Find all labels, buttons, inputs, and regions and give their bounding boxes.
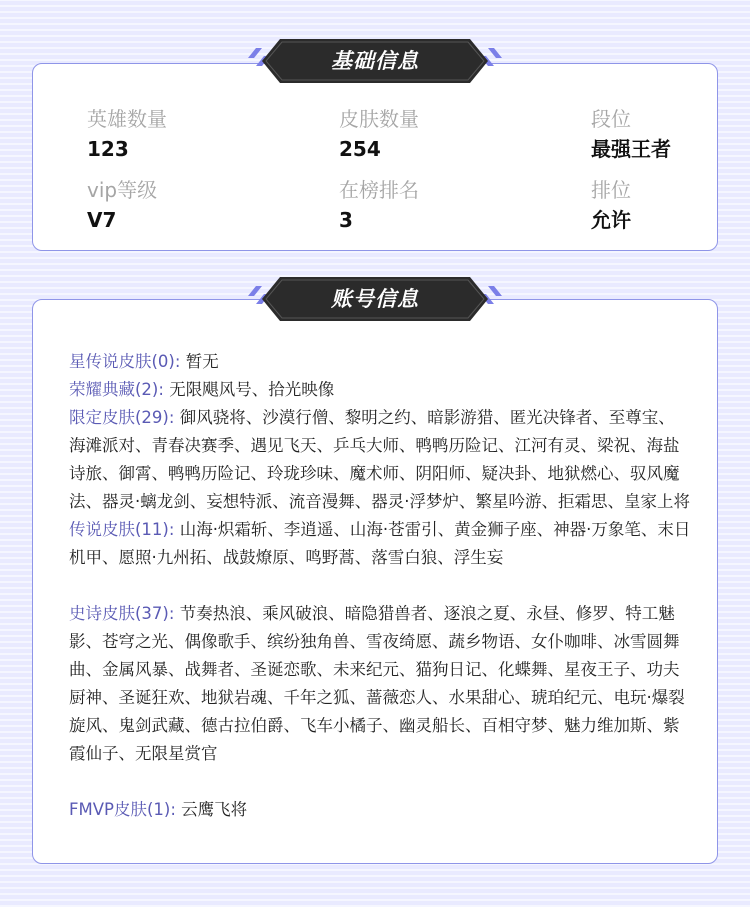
stat-hero-count	[87, 106, 287, 162]
stat-label: 排位	[591, 178, 631, 202]
stat-label: 皮肤数量	[339, 107, 419, 131]
skin-category: FMVP皮肤(1):	[69, 800, 176, 819]
basic-info-card	[32, 63, 718, 251]
skin-items: 云鹰飞将	[181, 800, 248, 819]
stat-label: vip等级	[87, 178, 158, 202]
account-info-banner	[246, 276, 504, 322]
stat-ranked-play	[591, 177, 750, 233]
skin-category: 星传说皮肤(0):	[69, 352, 181, 371]
skin-category: 史诗皮肤(37):	[69, 604, 175, 623]
account-info-card	[32, 299, 718, 864]
skin-list	[69, 348, 691, 824]
stat-label: 在榜排名	[339, 178, 419, 202]
basic-info-banner	[246, 38, 504, 84]
skin-category: 传说皮肤(11):	[69, 520, 175, 539]
stat-vip-level	[87, 177, 287, 233]
skin-items: 山海·炽霜斩、李逍遥、山海·苍雷引、黄金狮子座、神器·万象笔、末日机甲、愿照·九州拓、战鼓燎原、鸣野蒿、落雪白狼、浮生妄	[69, 520, 691, 567]
skin-group-fmvp	[69, 796, 691, 824]
skin-group-star-legend	[69, 348, 691, 376]
skin-group-legend	[69, 516, 691, 572]
skin-items: 御风骁将、沙漠行僧、黎明之约、暗影游猎、匿光决锋者、至尊宝、海滩派对、青春决赛季、遇见飞天、乒乓大师、鸭鸭历险记、江河有灵、梁祝、海盐诗旅、御霄、鸭鸭历险记、玲珑珍味、魔术师、阴阳师、疑决卦、地狱燃心、驭风魔法、器灵·螭龙剑、妄想特派、流音漫舞、器灵·浮梦炉、繁星吟游、拒霜思、皇家上将	[69, 408, 690, 511]
skin-group-epic	[69, 600, 691, 768]
stat-skin-count	[339, 106, 539, 162]
stat-leaderboard-rank	[339, 177, 539, 233]
stat-value: 允许	[591, 208, 631, 232]
stat-value: 254	[339, 137, 381, 161]
account-info-title: 账号信息	[331, 287, 419, 311]
stat-label: 段位	[591, 107, 631, 131]
skin-category: 荣耀典藏(2):	[69, 380, 164, 399]
stat-value: 3	[339, 208, 353, 232]
skin-group-limited	[69, 404, 691, 516]
stat-value: 123	[87, 137, 129, 161]
stat-label: 英雄数量	[87, 107, 167, 131]
basic-info-title: 基础信息	[331, 49, 419, 73]
stat-value: V7	[87, 208, 117, 232]
skin-group-glory-collection	[69, 376, 691, 404]
stat-rank-tier	[591, 106, 750, 162]
skin-category: 限定皮肤(29):	[69, 408, 175, 427]
stat-value: 最强王者	[591, 137, 671, 161]
skin-items: 节奏热浪、乘风破浪、暗隐猎兽者、逐浪之夏、永昼、修罗、特工魅影、苍穹之光、偶像歌手、缤纷独角兽、雪夜绮愿、蔬乡物语、女仆咖啡、冰雪圆舞曲、金属风暴、战舞者、圣诞恋歌、未来纪元、猫狗日记、化蝶舞、星夜王子、功夫厨神、圣诞狂欢、地狱岩魂、千年之狐、蔷薇恋人、水果甜心、琥珀纪元、电玩·爆裂旋风、鬼剑武藏、德古拉伯爵、飞车小橘子、幽灵船长、百相守梦、魅力维加斯、紫霞仙子、无限星赏官	[69, 604, 685, 763]
skin-items: 暂无	[185, 352, 219, 371]
skin-items: 无限飓风号、拾光映像	[169, 380, 335, 399]
